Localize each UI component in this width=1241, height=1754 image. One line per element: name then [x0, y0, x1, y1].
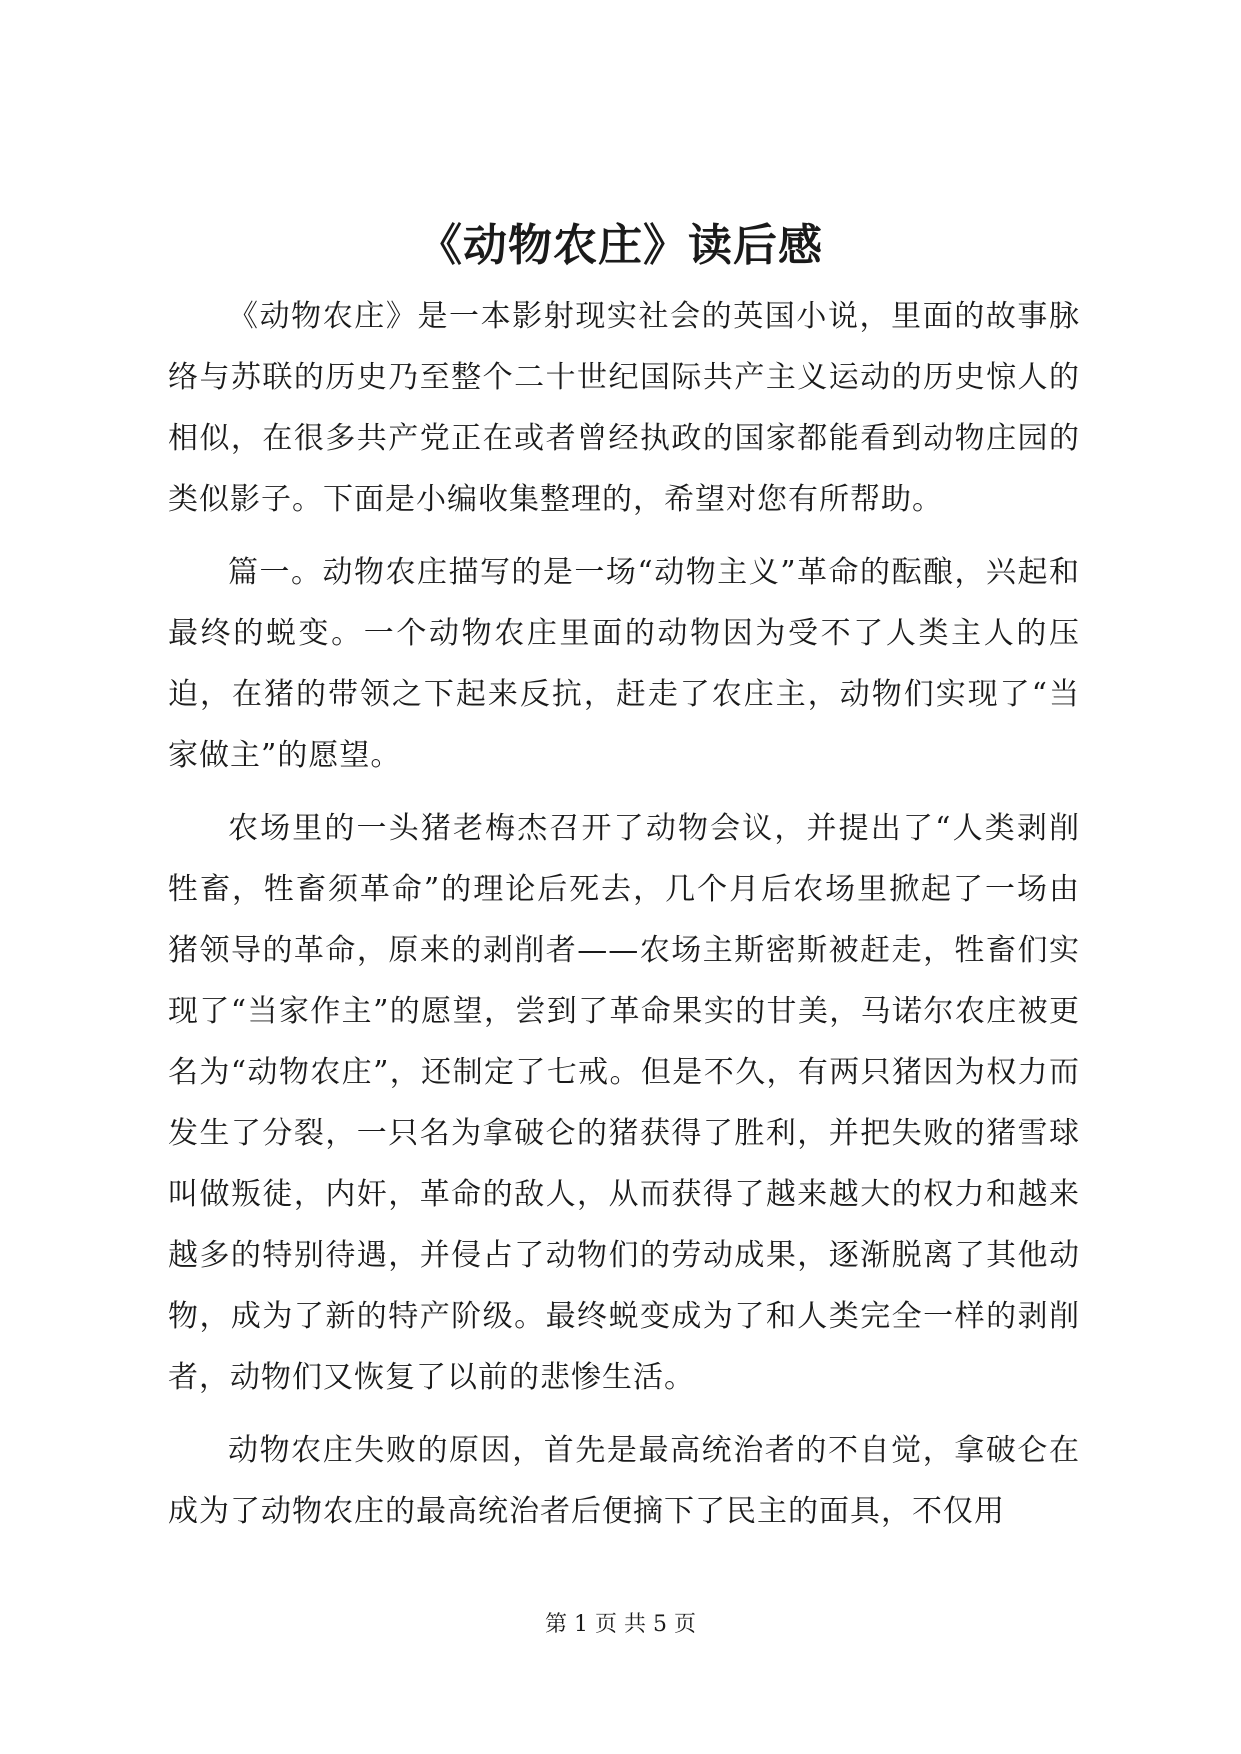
page-number-footer: 第 1 页 共 5 页	[545, 1612, 696, 1637]
paragraph-intro: 《动物农庄》是一本影射现实社会的英国小说，里面的故事脉络与苏联的历史乃至整个二十世纪国际共产主义运动的历史惊人的相似，在很多共产党正在或者曾经执政的国家都能看到动物庄园的类似影子。下面是小编收集整理的，希望对您有所帮助。	[168, 299, 1080, 517]
paragraph-part-one: 篇一。动物农庄描写的是一场“动物主义”革命的酝酿，兴起和最终的蜕变。一个动物农庄里面的动物因为受不了人类主人的压迫，在猪的带领之下起来反抗，赶走了农庄主，动物们实现了“当家做主”的愿望。	[168, 555, 1080, 773]
document-title: 《动物农庄》读后感	[418, 220, 823, 271]
document-body	[168, 286, 1080, 1554]
paragraph-plot: 农场里的一头猪老梅杰召开了动物会议，并提出了“人类剥削牲畜，牲畜须革命”的理论后死去，几个月后农场里掀起了一场由猪领导的革命，原来的剥削者——农场主斯密斯被赶走，牲畜们实现了“当家作主”的愿望，尝到了革命果实的甘美，马诺尔农庄被更名为“动物农庄”，还制定了七戒。但是不久，有两只猪因为权力而发生了分裂，一只名为拿破仑的猪获得了胜利，并把失败的猪雪球叫做叛徒，内奸，革命的敌人，从而获得了越来越大的权力和越来越多的特别待遇，并侵占了动物们的劳动成果，逐渐脱离了其他动物，成为了新的特产阶级。最终蜕变成为了和人类完全一样的剥削者，动物们又恢复了以前的悲惨生活。	[168, 811, 1080, 1395]
paragraph-failure-reasons: 动物农庄失败的原因，首先是最高统治者的不自觉，拿破仑在成为了动物农庄的最高统治者后便摘下了民主的面具，不仅用	[168, 1433, 1080, 1529]
